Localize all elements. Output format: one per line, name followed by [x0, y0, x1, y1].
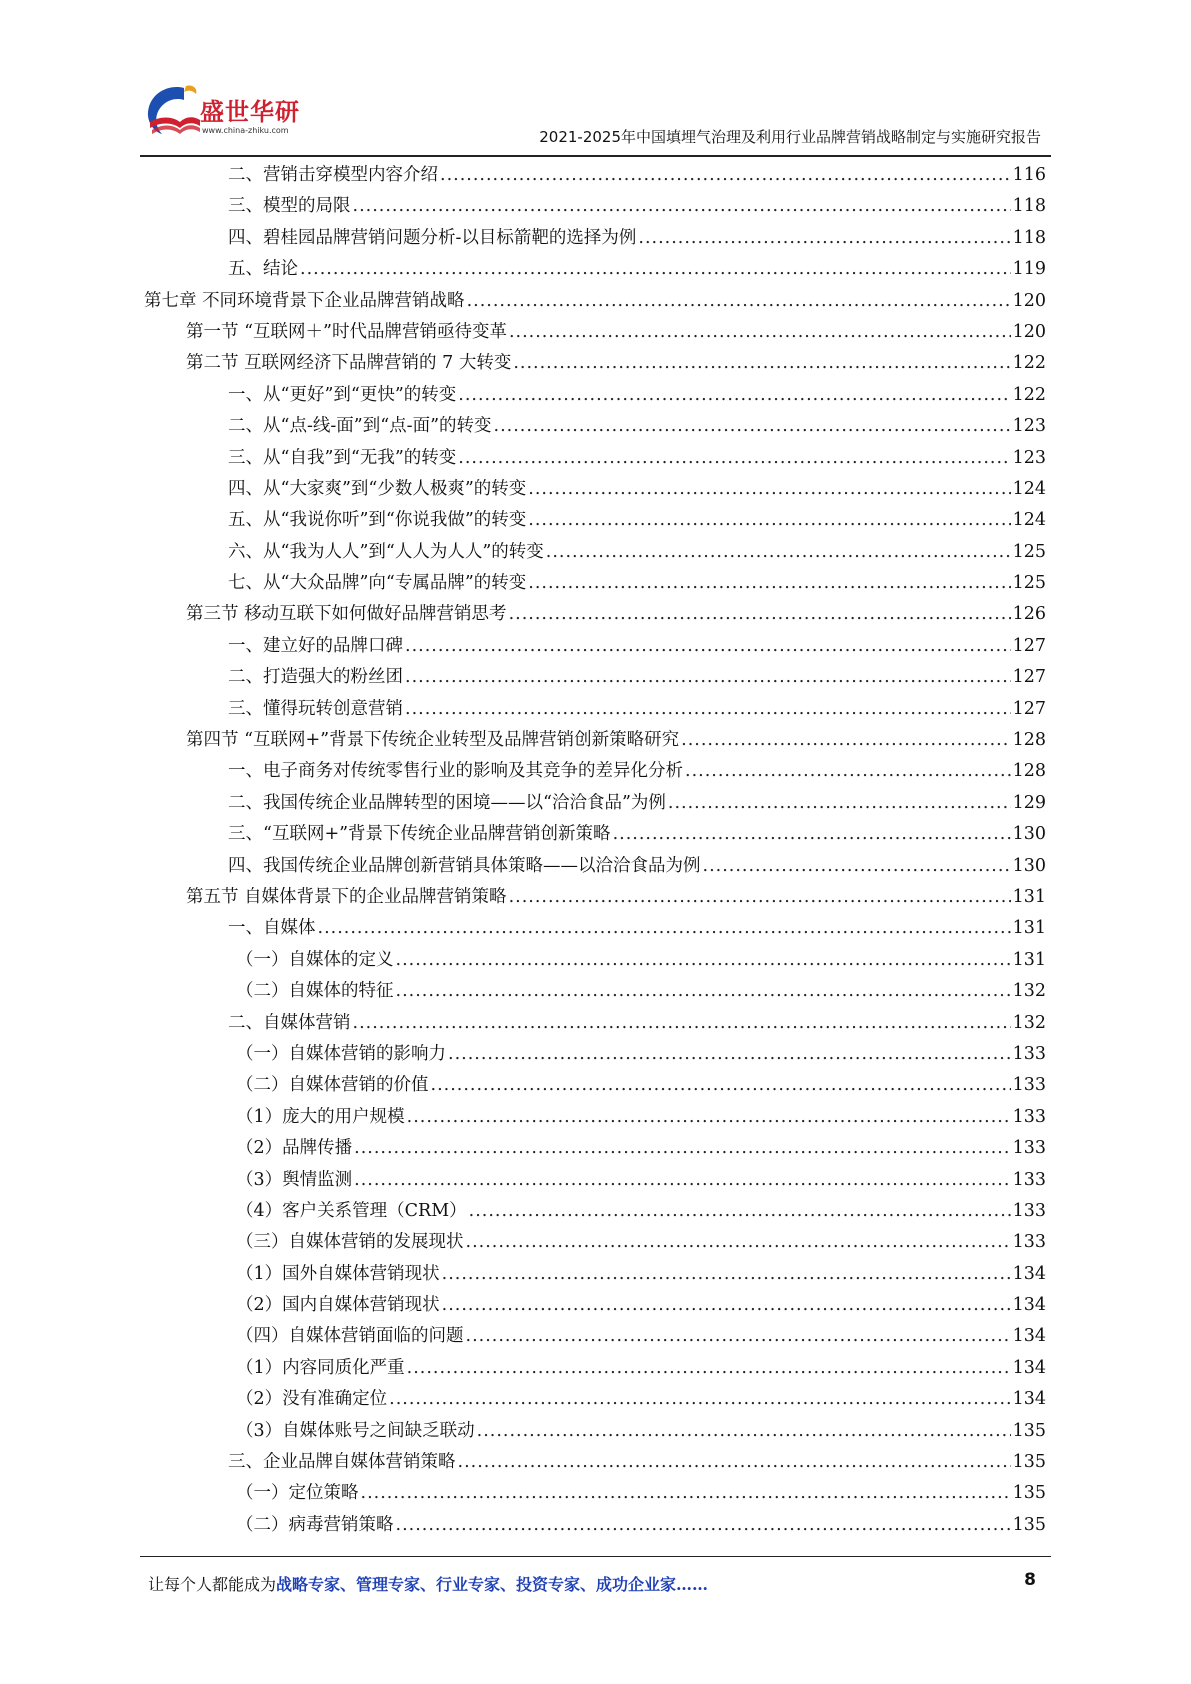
- toc-dot-leader: [396, 1510, 1011, 1541]
- toc-entry[interactable]: [144, 756, 1046, 787]
- toc-entry-title: 二、打造强大的粉丝团: [228, 667, 403, 688]
- toc-entry[interactable]: [144, 474, 1046, 505]
- toc-entry[interactable]: [144, 1070, 1046, 1101]
- toc-entry-title: （2）品牌传播: [236, 1138, 353, 1159]
- toc-entry[interactable]: [144, 380, 1046, 411]
- toc-entry[interactable]: [144, 1416, 1046, 1447]
- toc-entry-page: 127: [1012, 698, 1046, 719]
- toc-entry-title: 二、营销击穿模型内容介绍: [228, 165, 438, 185]
- toc-entry[interactable]: [144, 1227, 1046, 1258]
- toc-dot-leader: [685, 756, 1011, 787]
- toc-entry-page: 133: [1012, 1075, 1046, 1096]
- book-swirl-logo-icon: [140, 82, 202, 138]
- toc-entry[interactable]: [144, 1290, 1046, 1321]
- toc-entry-page: 119: [1012, 259, 1046, 280]
- toc-entry[interactable]: [144, 1196, 1046, 1227]
- toc-entry-page: 128: [1012, 761, 1046, 782]
- toc-entry-page: 133: [1012, 1232, 1046, 1253]
- header-divider: [140, 155, 1051, 157]
- toc-entry[interactable]: [144, 913, 1046, 944]
- toc-entry-title: （3）舆情监测: [236, 1169, 353, 1190]
- toc-entry-title: 三、模型的局限: [228, 196, 351, 217]
- toc-entry-title: （四）自媒体营销面临的问题: [236, 1326, 464, 1347]
- toc-entry-page: 134: [1012, 1263, 1046, 1284]
- toc-entry-page: 122: [1012, 353, 1046, 374]
- toc-entry[interactable]: [144, 788, 1046, 819]
- toc-dot-leader: [458, 380, 1010, 411]
- toc-dot-leader: [318, 913, 1011, 944]
- toc-entry-title: 一、从“更好”到“更快”的转变: [228, 384, 457, 405]
- toc-dot-leader: [405, 631, 1011, 662]
- toc-entry-title: 一、电子商务对传统零售行业的影响及其竞争的差异化分析: [228, 761, 683, 782]
- toc-entry-page: 127: [1012, 667, 1046, 688]
- toc-dot-leader: [681, 725, 1010, 756]
- toc-entry-page: 135: [1012, 1483, 1046, 1504]
- toc-dot-leader: [354, 1165, 1010, 1196]
- toc-dot-leader: [431, 1070, 1011, 1101]
- toc-entry-title: 五、从“我说你听”到“你说我做”的转变: [228, 510, 527, 531]
- toc-dot-leader: [469, 1196, 1011, 1227]
- toc-entry-page: 130: [1012, 855, 1046, 876]
- toc-entry-page: 122: [1012, 384, 1046, 405]
- toc-entry-title: 一、自媒体: [228, 918, 316, 939]
- toc-entry-page: 123: [1012, 416, 1046, 437]
- toc-dot-leader: [354, 1133, 1010, 1164]
- toc-entry-title: 二、从“点-线-面”到“点-面”的转变: [228, 416, 492, 437]
- toc-entry[interactable]: [144, 1102, 1046, 1133]
- toc-entry-page: 125: [1012, 573, 1046, 594]
- toc-entry-page: 120: [1012, 321, 1046, 342]
- toc-entry-page: 123: [1012, 447, 1046, 468]
- toc-entry-title: 三、“互联网+”背景下传统企业品牌营销创新策略: [228, 824, 611, 845]
- toc-dot-leader: [668, 788, 1011, 819]
- toc-entry[interactable]: [144, 694, 1046, 725]
- toc-entry-page: 134: [1012, 1357, 1046, 1378]
- toc-entry[interactable]: [144, 286, 1046, 317]
- toc-entry-page: 125: [1012, 541, 1046, 562]
- toc-entry-page: 134: [1012, 1389, 1046, 1410]
- toc-entry-page: 131: [1012, 949, 1046, 970]
- page-header: [0, 0, 1191, 160]
- slogan-highlight: 战略专家、管理专家、行业专家、投资专家、成功企业家……: [276, 1575, 709, 1594]
- toc-entry-title: 七、从“大众品牌”向“专属品牌”的转变: [228, 573, 527, 594]
- toc-entry-page: 132: [1012, 1012, 1046, 1033]
- toc-entry[interactable]: [144, 662, 1046, 693]
- slogan-prefix: 让每个人都能成为: [148, 1575, 277, 1594]
- toc-entry[interactable]: [144, 1353, 1046, 1384]
- toc-entry-title: 第一节 “互联网＋”时代品牌营销亟待变革: [186, 321, 507, 342]
- toc-dot-leader: [448, 1039, 1011, 1070]
- toc-dot-leader: [300, 254, 1011, 285]
- toc-entry-page: 131: [1012, 886, 1046, 907]
- toc-dot-leader: [458, 1447, 1011, 1478]
- toc-entry-page: 135: [1012, 1420, 1046, 1441]
- toc-entry-title: （3）自媒体账号之间缺乏联动: [236, 1420, 475, 1441]
- toc-dot-leader: [440, 160, 1011, 191]
- toc-entry-title: （二）自媒体的特征: [236, 981, 394, 1002]
- toc-entry-page: 135: [1012, 1514, 1046, 1535]
- toc-entry-title: 第四节 “互联网+”背景下传统企业转型及品牌营销创新策略研究: [186, 730, 680, 751]
- toc-entry-title: 三、企业品牌自媒体营销策略: [228, 1452, 456, 1473]
- toc-entry-title: 一、建立好的品牌口碑: [228, 635, 403, 656]
- toc-dot-leader: [494, 411, 1011, 442]
- toc-entry-title: （一）定位策略: [236, 1483, 359, 1504]
- toc-dot-leader: [466, 1227, 1011, 1258]
- page-number: 8: [1024, 1570, 1036, 1590]
- toc-entry-title: 第二节 互联网经济下品牌营销的 7 大转变: [186, 353, 512, 374]
- toc-entry[interactable]: [144, 1384, 1046, 1415]
- footer-slogan: [148, 1572, 708, 1595]
- toc-dot-leader: [509, 882, 1011, 913]
- toc-entry-page: 129: [1012, 792, 1046, 813]
- toc-dot-leader: [396, 945, 1011, 976]
- toc-entry[interactable]: [144, 631, 1046, 662]
- toc-entry-title: 二、我国传统企业品牌转型的困境——以“洽洽食品”为例: [228, 792, 666, 813]
- toc-entry-title: （4）客户关系管理（CRM）: [236, 1200, 467, 1221]
- toc-dot-leader: [405, 662, 1011, 693]
- toc-entry-title: （1）内容同质化严重: [236, 1357, 405, 1378]
- toc-dot-leader: [513, 348, 1010, 379]
- logo-url: www.china-zhiku.com: [202, 126, 289, 135]
- toc-dot-leader: [353, 191, 1011, 222]
- toc-entry-page: 126: [1012, 604, 1046, 625]
- toc-entry[interactable]: [144, 819, 1046, 850]
- toc-entry-page: 133: [1012, 1200, 1046, 1221]
- toc-dot-leader: [467, 286, 1011, 317]
- toc-entry-title: （2）没有准确定位: [236, 1389, 388, 1410]
- footer-divider: [140, 1556, 1051, 1557]
- toc-entry-page: 118: [1012, 196, 1046, 217]
- toc-entry-title: 三、懂得玩转创意营销: [228, 698, 403, 719]
- toc-dot-leader: [638, 223, 1010, 254]
- logo-name: 盛世华研: [200, 98, 300, 126]
- toc-entry-page: 133: [1012, 1138, 1046, 1159]
- toc-entry[interactable]: [144, 1133, 1046, 1164]
- toc-entry-page: 120: [1012, 290, 1046, 311]
- toc-entry[interactable]: [144, 976, 1046, 1007]
- toc-dot-leader: [458, 443, 1010, 474]
- toc-dot-leader: [407, 1102, 1011, 1133]
- toc-dot-leader: [405, 694, 1011, 725]
- toc-entry-page: 124: [1012, 510, 1046, 531]
- toc-entry[interactable]: [144, 599, 1046, 630]
- toc-entry[interactable]: [144, 254, 1046, 285]
- toc-dot-leader: [546, 537, 1011, 568]
- toc-dot-leader: [477, 1416, 1011, 1447]
- toc-entry[interactable]: [144, 317, 1046, 348]
- toc-dot-leader: [442, 1290, 1011, 1321]
- toc-dot-leader: [361, 1478, 1011, 1509]
- toc-entry[interactable]: [144, 537, 1046, 568]
- toc-entry-title: （1）国外自媒体营销现状: [236, 1263, 440, 1284]
- toc-dot-leader: [613, 819, 1011, 850]
- toc-dot-leader: [389, 1384, 1010, 1415]
- toc-entry-title: （1）庞大的用户规模: [236, 1106, 405, 1127]
- company-logo: [140, 82, 340, 152]
- toc-dot-leader: [442, 1259, 1011, 1290]
- toc-entry-page: 116: [1012, 165, 1046, 185]
- toc-entry-title: 六、从“我为人人”到“人人为人人”的转变: [228, 541, 544, 562]
- toc-entry-title: 四、从“大家爽”到“少数人极爽”的转变: [228, 478, 527, 499]
- toc-dot-leader: [528, 505, 1010, 536]
- toc-entry[interactable]: [144, 505, 1046, 536]
- toc-entry[interactable]: [144, 1039, 1046, 1070]
- toc-entry-title: （一）自媒体营销的影响力: [236, 1043, 446, 1064]
- toc-entry-page: 133: [1012, 1169, 1046, 1190]
- toc-entry-page: 128: [1012, 730, 1046, 751]
- toc-entry-title: 二、自媒体营销: [228, 1012, 351, 1033]
- toc-entry[interactable]: [144, 160, 1046, 191]
- toc-entry-title: （2）国内自媒体营销现状: [236, 1295, 440, 1316]
- toc-entry[interactable]: [144, 851, 1046, 882]
- toc-entry-page: 134: [1012, 1326, 1046, 1347]
- toc-entry-title: （三）自媒体营销的发展现状: [236, 1232, 464, 1253]
- toc-entry-title: （二）病毒营销策略: [236, 1514, 394, 1535]
- toc-entry-page: 134: [1012, 1295, 1046, 1316]
- toc-entry[interactable]: [144, 191, 1046, 222]
- toc-entry-page: 124: [1012, 478, 1046, 499]
- toc-entry-title: 四、我国传统企业品牌创新营销具体策略——以洽洽食品为例: [228, 855, 701, 876]
- toc-entry-title: 第五节 自媒体背景下的企业品牌营销策略: [186, 886, 507, 907]
- toc-dot-leader: [509, 317, 1011, 348]
- toc-entry[interactable]: [144, 443, 1046, 474]
- toc-entry[interactable]: [144, 1510, 1046, 1541]
- toc-entry-page: 130: [1012, 824, 1046, 845]
- toc-entry[interactable]: [144, 1008, 1046, 1039]
- toc-entry-page: 133: [1012, 1106, 1046, 1127]
- toc-entry-page: 131: [1012, 918, 1046, 939]
- toc-dot-leader: [466, 1321, 1011, 1352]
- toc-entry-page: 133: [1012, 1043, 1046, 1064]
- toc-entry[interactable]: [144, 725, 1046, 756]
- toc-entry[interactable]: [144, 1321, 1046, 1352]
- toc-entry[interactable]: [144, 568, 1046, 599]
- toc-entry-title: 三、从“自我”到“无我”的转变: [228, 447, 457, 468]
- toc-entry[interactable]: [144, 411, 1046, 442]
- toc-dot-leader: [528, 474, 1010, 505]
- toc-entry[interactable]: [144, 945, 1046, 976]
- toc-entry-page: 127: [1012, 635, 1046, 656]
- report-title: 2021-2025年中国填埋气治理及利用行业品牌营销战略制定与实施研究报告: [539, 128, 1041, 146]
- toc-entry-title: 四、碧桂园品牌营销问题分析-以目标箭靶的选择为例: [228, 227, 637, 248]
- toc-entry[interactable]: [144, 1447, 1046, 1478]
- toc-dot-leader: [528, 568, 1010, 599]
- toc-entry-title: 第三节 移动互联下如何做好品牌营销思考: [186, 604, 507, 625]
- toc-entry-title: 第七章 不同环境背景下企业品牌营销战略: [144, 290, 465, 311]
- toc-dot-leader: [407, 1353, 1011, 1384]
- toc-entry[interactable]: [144, 1165, 1046, 1196]
- toc-entry-page: 118: [1012, 227, 1046, 248]
- toc-entry-title: （一）自媒体的定义: [236, 949, 394, 970]
- toc-entry-page: 135: [1012, 1452, 1046, 1473]
- toc-dot-leader: [396, 976, 1011, 1007]
- toc-entry-page: 132: [1012, 981, 1046, 1002]
- toc-entry[interactable]: [144, 223, 1046, 254]
- toc-dot-leader: [509, 599, 1011, 630]
- toc-dot-leader: [703, 851, 1011, 882]
- toc-entry-title: （二）自媒体营销的价值: [236, 1075, 429, 1096]
- toc-entry[interactable]: [144, 1259, 1046, 1290]
- toc-entry[interactable]: [144, 348, 1046, 379]
- toc-entry[interactable]: [144, 882, 1046, 913]
- toc-entry[interactable]: [144, 1478, 1046, 1509]
- table-of-contents: [144, 160, 1046, 1541]
- toc-dot-leader: [353, 1008, 1011, 1039]
- toc-entry-title: 五、结论: [228, 259, 298, 280]
